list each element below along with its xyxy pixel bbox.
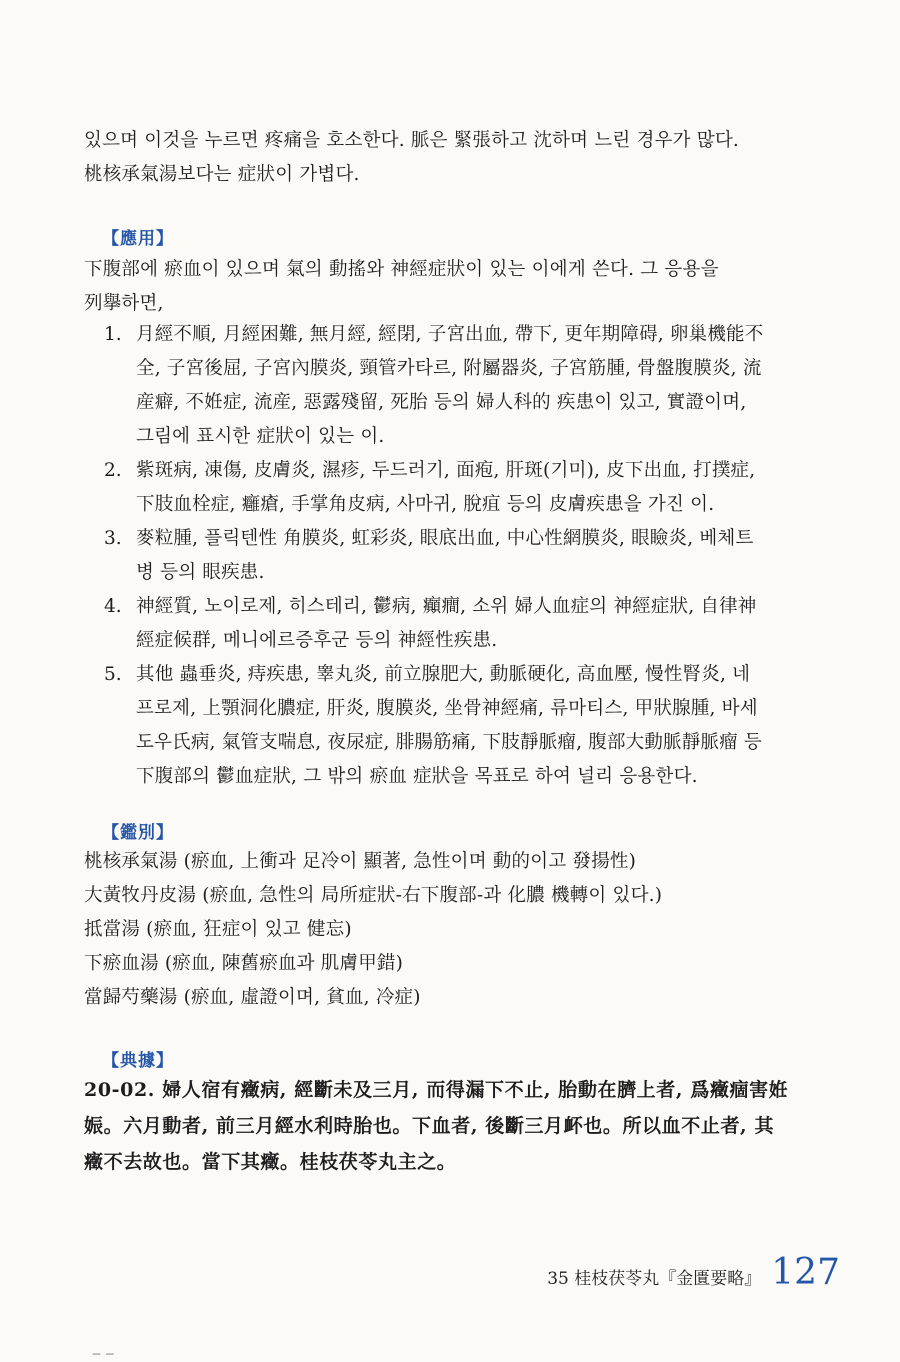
chapter-title: 35 桂枝茯苓丸『金匱要略』: [547, 1269, 762, 1289]
list-item: [104, 590, 844, 658]
text-line: 月經不順, 月經困難, 無月經, 經閉, 子宮出血, 帶下, 更年期障碍, 卵巢機能不: [136, 324, 764, 345]
differentiation-list: [84, 845, 844, 1015]
text-line: 癥不去故也。當下其癥。桂枝茯苓丸主之。: [84, 1151, 457, 1173]
list-item: [104, 522, 844, 590]
text-line: 其他 蟲垂炎, 痔疾患, 睾丸炎, 前立腺肥大, 動脈硬化, 高血壓, 慢性腎炎, 네: [136, 664, 751, 685]
list-number: 2.: [104, 460, 122, 481]
page-number: 127: [771, 1252, 840, 1293]
text-line: 桃核承氣湯보다는 症狀이 가볍다.: [84, 164, 360, 185]
text-line: 列擧하면,: [84, 293, 164, 314]
text-line: 娠。六月動者, 前三月經水利時胎也。下血者, 後斷三月衃也。所以血不止者, 其: [84, 1115, 775, 1137]
text-line: 抵當湯 (瘀血, 狂症이 있고 健忘): [84, 919, 352, 940]
text-line: 神經質, 노이로제, 히스테리, 鬱病, 癲癎, 소위 婦人血症의 神經症狀, 自律神: [136, 596, 757, 617]
scan-mark: ‒ ‒: [92, 1346, 115, 1362]
list-number: 1.: [104, 324, 122, 345]
source-heading: 【典據】: [102, 1051, 174, 1071]
text-line: 産癖, 不姙症, 流産, 惡露殘留, 死胎 등의 婦人科的 疾患이 있고, 實證이며,: [136, 392, 747, 413]
list-item: [104, 658, 844, 794]
text-line: 下腹部에 瘀血이 있으며 氣의 動搖와 神經症狀이 있는 이에게 쓴다. 그 응용을: [84, 259, 719, 280]
application-intro: [84, 253, 844, 321]
list-item: [104, 318, 844, 454]
text-line: 프로제, 上顎洞化膿症, 肝炎, 腹膜炎, 坐骨神經痛, 류마티스, 甲狀腺腫, 바세: [136, 698, 758, 719]
text-line: 있으며 이것을 누르면 疼痛을 호소한다. 脈은 緊張하고 沈하며 느린 경우가 많다.: [84, 130, 740, 151]
application-list: [104, 318, 844, 794]
text-line: 經症候群, 메니에르증후군 등의 神經性疾患.: [136, 630, 498, 651]
text-line: 下肢血栓症, 癰瘡, 手掌角皮病, 사마귀, 脫疽 등의 皮膚疾患을 가진 이.: [136, 494, 715, 515]
text-line: 紫斑病, 凍傷, 皮膚炎, 濕疹, 두드러기, 面疱, 肝斑(기미), 皮下出血, 打撲症,: [136, 460, 756, 481]
intro-paragraph: [84, 124, 844, 192]
list-item: [104, 454, 844, 522]
list-number: 4.: [104, 596, 122, 617]
text-line: 大黃牧丹皮湯 (瘀血, 急性의 局所症狀-右下腹部-과 化膿 機轉이 있다.): [84, 885, 663, 906]
text-line: 全, 子宮後屈, 子宮內膜炎, 頸管카타르, 附屬器炎, 子宮筋腫, 骨盤腹膜炎, 流: [136, 358, 762, 379]
text-line: 下腹部의 鬱血症狀, 그 밖의 瘀血 症狀을 목표로 하여 널리 응용한다.: [136, 766, 698, 787]
source-text: [84, 1072, 844, 1180]
text-line: 下瘀血湯 (瘀血, 陳舊瘀血과 肌膚甲錯): [84, 953, 404, 974]
list-number: 3.: [104, 528, 122, 549]
application-heading: 【應用】: [102, 229, 174, 249]
page-footer: [547, 1252, 840, 1293]
list-number: 5.: [104, 664, 122, 685]
text-line: 병 등의 眼疾患.: [136, 562, 265, 583]
text-line: 도우氏病, 氣管支喘息, 夜尿症, 腓腸筋痛, 下肢靜脈瘤, 腹部大動脈靜脈瘤 등: [136, 732, 763, 753]
differentiation-heading: 【鑑別】: [102, 823, 174, 843]
text-line: 그림에 표시한 症狀이 있는 이.: [136, 426, 385, 447]
text-line: 桃核承氣湯 (瘀血, 上衝과 足冷이 顯著, 急性이며 動的이고 發揚性): [84, 851, 636, 872]
text-line: 麥粒腫, 플릭텐性 角膜炎, 虹彩炎, 眼底出血, 中心性網膜炎, 眼瞼炎, 베체트: [136, 528, 754, 549]
text-line: 當歸芍藥湯 (瘀血, 虛證이며, 貧血, 冷症): [84, 987, 421, 1008]
text-line: 20-02. 婦人宿有癥病, 經斷未及三月, 而得漏下不止, 胎動在臍上者, 爲癥痼害姙: [84, 1079, 789, 1101]
